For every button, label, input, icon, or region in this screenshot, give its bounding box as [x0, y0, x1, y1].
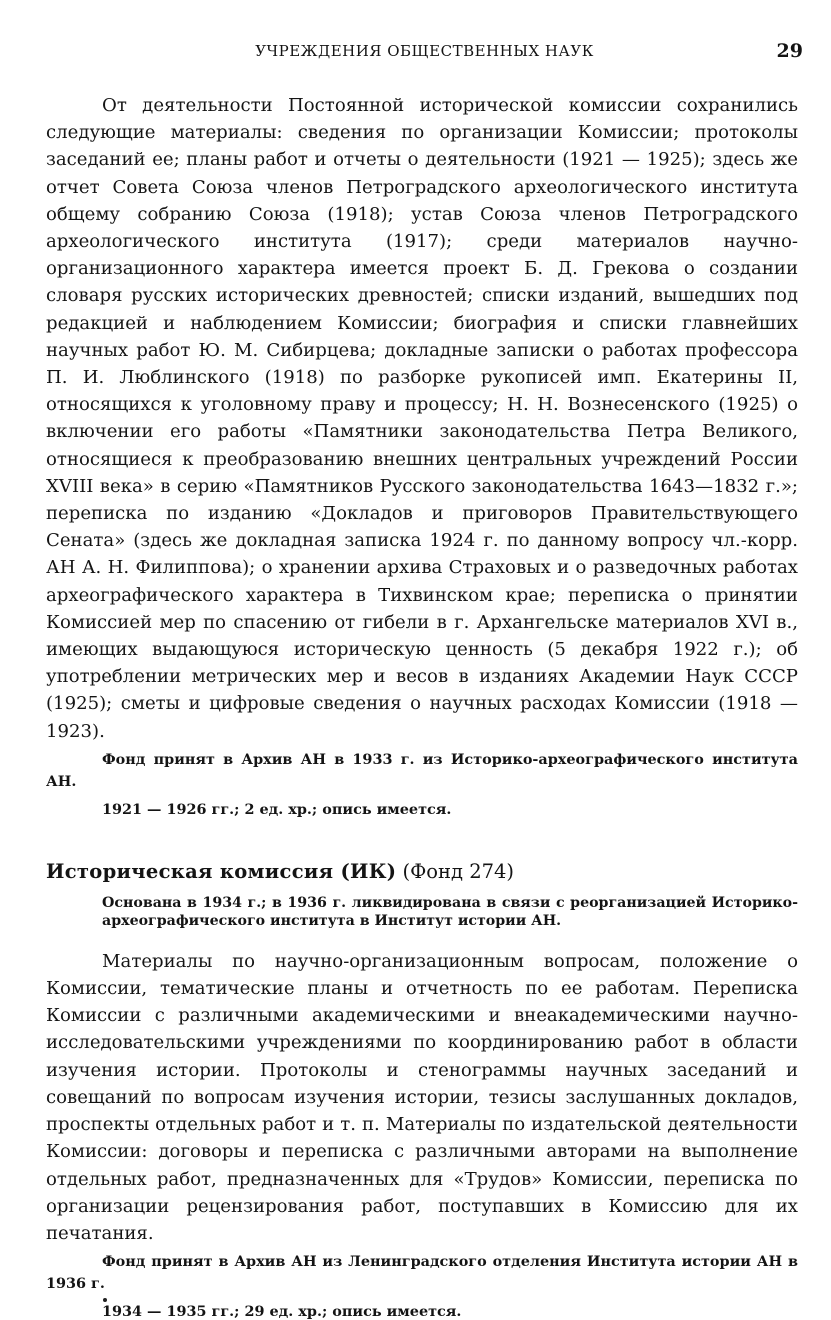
fund-number-label: (Фонд 274): [402, 859, 515, 883]
founding-note: Основана в 1934 г.; в 1936 г. ликвидирована в связи с реорганизацией Историко-археографического института в Институт истории АН.: [102, 894, 798, 929]
section-heading: [46, 858, 798, 886]
page-body: [46, 92, 798, 1320]
running-title: УЧРЕЖДЕНИЯ ОБЩЕСТВЕННЫХ НАУК: [255, 42, 594, 60]
section-volume-info: 1934 — 1935 гг.; 29 ед. хр.; опись имеется.: [102, 1303, 462, 1320]
page-number: 29: [776, 40, 803, 62]
fund-description: От деятельности Постоянной исторической комиссии сохранились следующие материалы: сведения по организации Комиссии; протоколы заседаний ее; планы работ и отчеты о деятельности (1921 — 1925); здесь же отчет Совета Союза членов Петроградского археологического института общему собранию Союза (1918); устав Союза членов Петроградского археологического института (1917); среди материалов научно-организационного характера имеется проект Б. Д. Грекова о создании словаря русских исторических древностей; списки изданий, вышедших под редакцией и наблюдением Комиссии; биография и списки главнейших научных работ Ю. М. Сибирцева; докладные записки о работах профессора П. И. Люблинского (1918) по разборке рукописей имп. Екатерины II, относящихся к уголовному праву и процессу; Н. Н. Вознесенского (1925) о включении его работы «Памятники законодательства Петра Великого, относящиеся к преобразованию внешних центральных учреждений России XVIII века» в серию «Памятников Русского законодательства 1643—1832 г.»; переписка по изданию «Докладов и приговоров Правительствующего Сената» (здесь же докладная записка 1924 г. по данному вопросу чл.-корр. АН А. Н. Филиппова); о хранении архива Страховых и о разведочных работах археографического характера в Тихвинском крае; переписка о принятии Комиссией мер по спасению от гибели в г. Архангельске материалов XVI в., имеющих выдающуюся историческую ценность (5 декабря 1922 г.); об употреблении метрических мер и весов в изданиях Академии Наук СССР (1925); сметы и цифровые сведения о научных расходах Комиссии (1918 — 1923).: [46, 95, 798, 742]
section-title: Историческая комиссия (ИК): [46, 859, 397, 883]
page-header: [46, 42, 803, 72]
print-speck: [103, 1298, 107, 1302]
section-description: Материалы по научно-организационным вопросам, положение о Комиссии, тематические планы и отчетность по ее работам. Переписка Комиссии с различными академическими и внеакадемическими научно-исследовательскими учреждениями по координированию работ в области изучения истории. Протоколы и стенограммы научных заседаний и совещаний по вопросам изучения истории, тезисы заслушанных докладов, проспекты отдельных работ и т. п. Материалы по издательской деятельности Комиссии: договоры и переписка с различными авторами на выполнение отдельных работ, предназначенных для «Трудов» Комиссии, переписка по организации рецензирования работ, поступавших в Комиссию для их печатания.: [46, 950, 798, 1244]
volume-info: 1921 — 1926 гг.; 2 ед. хр.; опись имеется.: [102, 800, 452, 818]
acquisition-note: Фонд принят в Архив АН в 1933 г. из Историко-археографического института АН.: [46, 750, 798, 790]
section-acquisition-note: Фонд принят в Архив АН из Ленинградского отделения Института истории АН в 1936 г.: [46, 1253, 798, 1293]
